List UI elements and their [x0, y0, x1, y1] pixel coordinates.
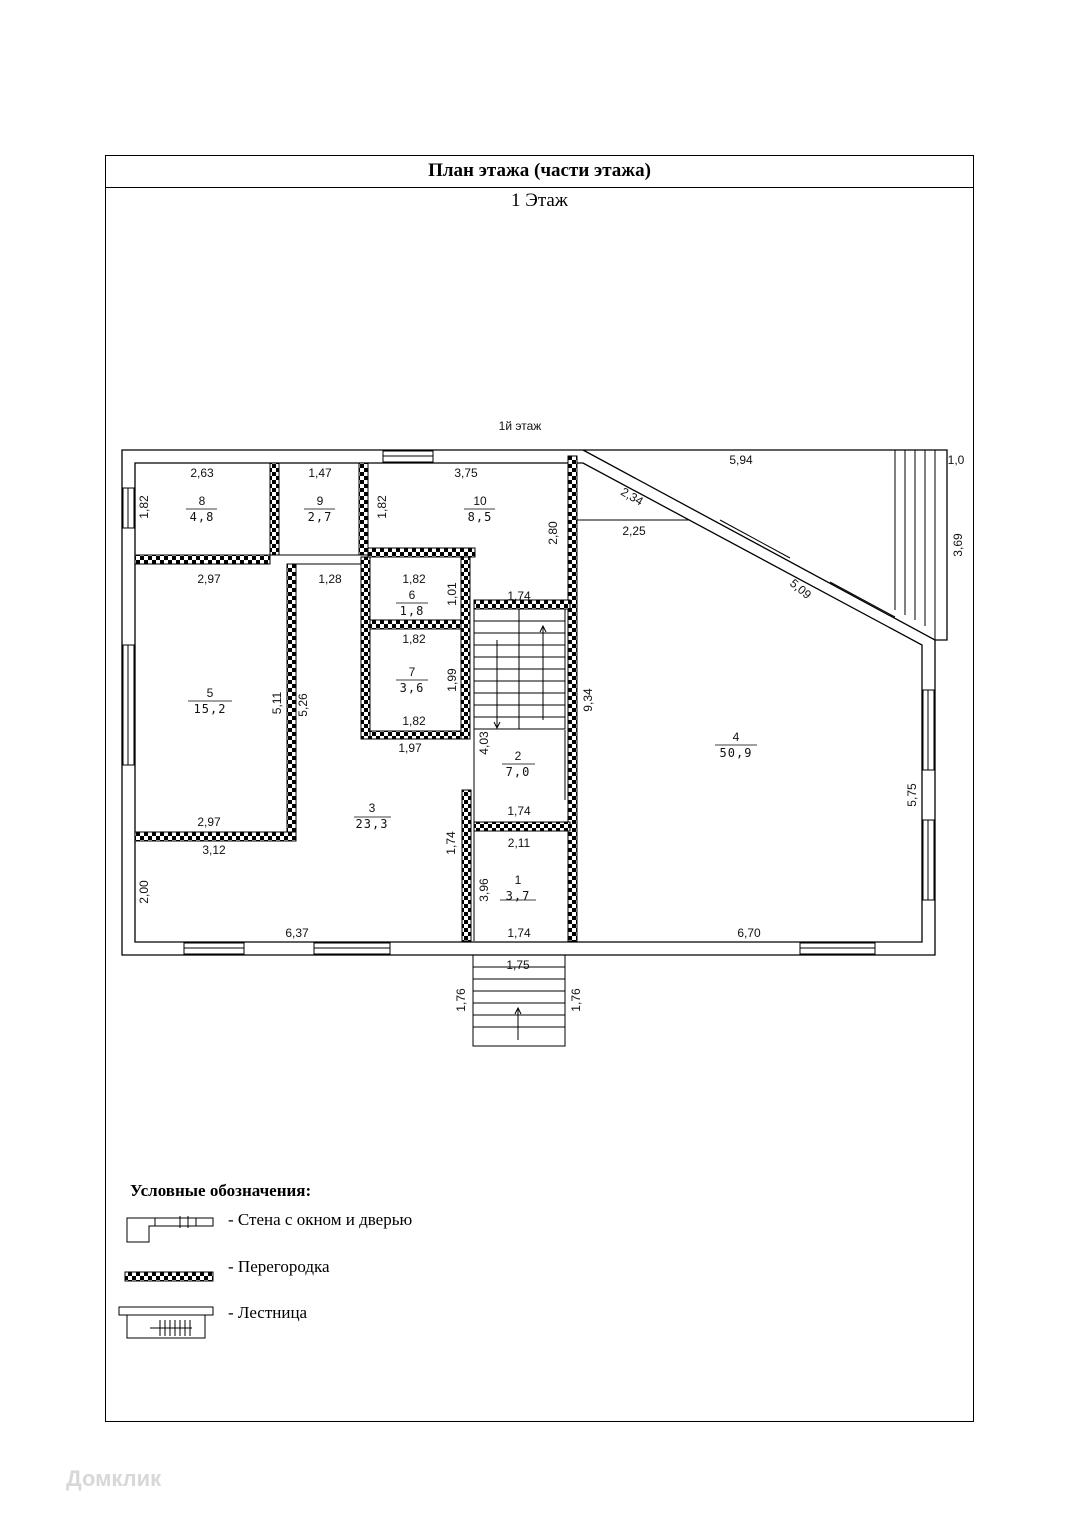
dimension-label: 1,74 — [507, 804, 531, 818]
dimension-label: 1,76 — [454, 988, 468, 1012]
dimension-label: 1,82 — [375, 495, 389, 519]
interior-stairs — [474, 609, 565, 729]
dimension-label: 2,80 — [546, 521, 560, 545]
room-number: 9 — [316, 494, 324, 508]
dimension-label: 5,75 — [905, 783, 919, 807]
room-number: 4 — [732, 730, 740, 744]
room-area: 4,8 — [189, 510, 215, 524]
room-area: 15,2 — [193, 702, 227, 716]
dimension-label: 1,76 — [569, 988, 583, 1012]
dimension-texts — [137, 453, 965, 1012]
dimension-label: 1,82 — [402, 572, 426, 586]
dimension-label: 5,26 — [296, 693, 310, 717]
dimension-label: 3,75 — [454, 466, 478, 480]
floor-title: 1 Этаж — [511, 190, 568, 211]
dimension-label: 2,34 — [618, 484, 646, 509]
dimension-label: 5,09 — [787, 576, 815, 602]
dimension-label: 4,03 — [477, 731, 491, 755]
plan-caption: 1й этаж — [498, 419, 542, 433]
dimension-label: 1,0 — [947, 453, 965, 467]
dimension-label: 5,11 — [270, 691, 284, 715]
partitions — [135, 456, 577, 941]
dimension-label: 3,96 — [477, 878, 491, 902]
dimension-label: 1,82 — [402, 632, 426, 646]
room-number: 10 — [473, 494, 487, 508]
room-area: 8,5 — [467, 510, 493, 524]
dimension-label: 1,99 — [445, 668, 459, 692]
room-number: 8 — [198, 494, 206, 508]
room-area: 2,7 — [307, 510, 333, 524]
dimension-label: 2,11 — [507, 836, 531, 850]
legend-symbols — [119, 1216, 213, 1338]
dimension-label: 1,82 — [137, 495, 151, 519]
dimension-label: 1,97 — [398, 741, 422, 755]
page-title: План этажа (части этажа) — [428, 160, 651, 181]
dimension-label: 2,25 — [622, 524, 646, 538]
watermark-logo: Домклик — [66, 1466, 162, 1491]
dimension-label: 1,82 — [402, 714, 426, 728]
room-number: 7 — [408, 665, 416, 679]
legend-title: Условные обозначения: — [130, 1181, 312, 1200]
room-area: 3,7 — [505, 889, 531, 903]
terrace-steps — [895, 450, 935, 640]
room-number: 5 — [206, 686, 214, 700]
dimension-label: 2,97 — [197, 815, 221, 829]
room-area: 50,9 — [719, 746, 753, 760]
room-area: 1,8 — [399, 604, 425, 618]
room-number: 1 — [514, 873, 522, 887]
dimension-label: 1,47 — [308, 466, 332, 480]
dimension-label: 1,74 — [507, 926, 531, 940]
dimension-label: 6,37 — [285, 926, 309, 940]
dimension-label: 2,00 — [137, 880, 151, 904]
room-number: 2 — [514, 749, 522, 763]
dimension-label: 1,28 — [318, 572, 342, 586]
windows — [123, 451, 934, 954]
dimension-label: 3,69 — [951, 533, 965, 557]
dimension-label: 1,74 — [507, 589, 531, 603]
dimension-label: 9,34 — [581, 688, 595, 712]
legend-partition-label: - Перегородка — [228, 1257, 330, 1276]
exterior-walls — [122, 450, 947, 955]
legend-wall-label: - Стена с окном и дверью — [228, 1210, 413, 1229]
room-area: 7,0 — [505, 765, 531, 779]
room-area: 3,6 — [399, 681, 425, 695]
dimension-label: 5,94 — [729, 453, 753, 467]
dimension-label: 3,12 — [202, 843, 226, 857]
dimension-label: 1,74 — [444, 831, 458, 855]
dimension-label: 1,01 — [445, 582, 459, 606]
room-area: 23,3 — [355, 817, 389, 831]
dimension-label: 6,70 — [737, 926, 761, 940]
room-number: 6 — [408, 588, 416, 602]
dimension-label: 2,63 — [190, 466, 214, 480]
dimension-label: 1,75 — [506, 958, 530, 972]
legend-stairs-label: - Лестница — [228, 1303, 308, 1322]
dimension-label: 2,97 — [197, 572, 221, 586]
room-number: 3 — [368, 801, 376, 815]
